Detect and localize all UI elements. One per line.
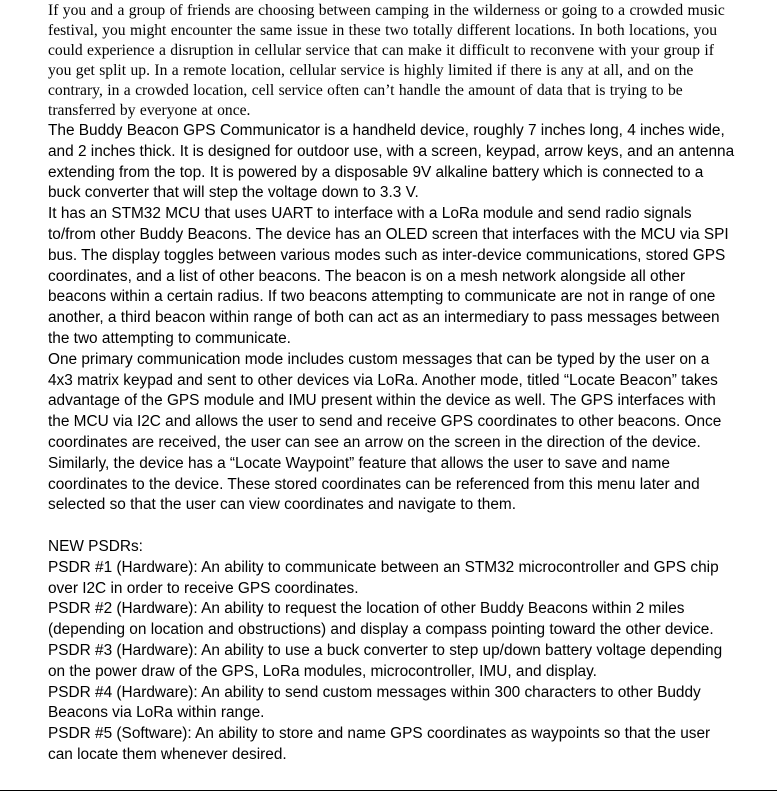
psdr-item-3: PSDR #3 (Hardware): An ability to use a buck converter to step up/down battery voltage depending on the power draw of the GPS, LoRa modules, microcontroller, IMU, and display. [48,641,723,680]
psdr-item-2: PSDR #2 (Hardware): An ability to request the location of other Buddy Beacons within 2 miles (depending on location and obstructions) and display a compass pointing toward the other device. [48,600,714,639]
psdr-heading: NEW PSDRs: [48,537,143,555]
document-body [48,1,738,766]
psdr-item-4: PSDR #4 (Hardware): An ability to send custom messages within 300 characters to other Buddy Beacons via LoRa within range. [48,683,701,722]
psdr-item-5: PSDR #5 (Software): An ability to store and name GPS coordinates as waypoints so that the user can locate them whenever desired. [48,725,711,763]
blank-line [48,516,738,537]
intro-paragraph: If you and a group of friends are choosing between camping in the wilderness or going to a crowded music festival, you might encounter the same issue in these two totally different locations. In both locations, you could experience a disruption in cellular service that can make it difficult to reconvene with your group if you get split up. In a remote location, cellular service is highly limited if there is any at all, and on the contrary, in a crowded location, cell service often can’t handle the amount of data that is trying to be transferred by everyone at once. [48,2,725,119]
device-description-paragraph: The Buddy Beacon GPS Communicator is a handheld device, roughly 7 inches long, 4 inches wide, and 2 inches thick. It is designed for outdoor use, with a screen, keypad, arrow keys, and an antenna extending from the top. It is powered by a disposable 9V alkaline battery which is connected to a buck converter that will step the voltage down to 3.3 V. [48,122,735,202]
communication-modes-paragraph: One primary communication mode includes custom messages that can be typed by the user on a 4x3 matrix keypad and sent to other devices via LoRa. Another mode, titled “Locate Beacon” takes advantage of the GPS module and IMU present within the device as well. The GPS interfaces with the MCU via I2C and allows the user to send and receive GPS coordinates to other beacons. Once coordinates are received, the user can see an arrow on the screen in the direction of the device. Similarly, the device has a “Locate Waypoint” feature that allows the user to save and name coordinates to the device. These stored coordinates can be referenced from this menu later and selected so that the user can view coordinates and navigate to them. [48,350,722,514]
mcu-description-paragraph: It has an STM32 MCU that uses UART to interface with a LoRa module and send radio signals to/from other Buddy Beacons. The device has an OLED screen that interfaces with the MCU via SPI bus. The display toggles between various modes such as inter-device communications, stored GPS coordinates, and a list of other beacons. The beacon is on a mesh network alongside all other beacons within a certain radius. If two beacons attempting to communicate are not in range of one another, a third beacon within range of both can act as an intermediary to pass messages between the two attempting to communicate. [48,205,729,347]
page-bottom-border [0,790,777,791]
psdr-item-1: PSDR #1 (Hardware): An ability to communicate between an STM32 microcontroller and GPS chip over I2C in order to receive GPS coordinates. [48,558,719,597]
